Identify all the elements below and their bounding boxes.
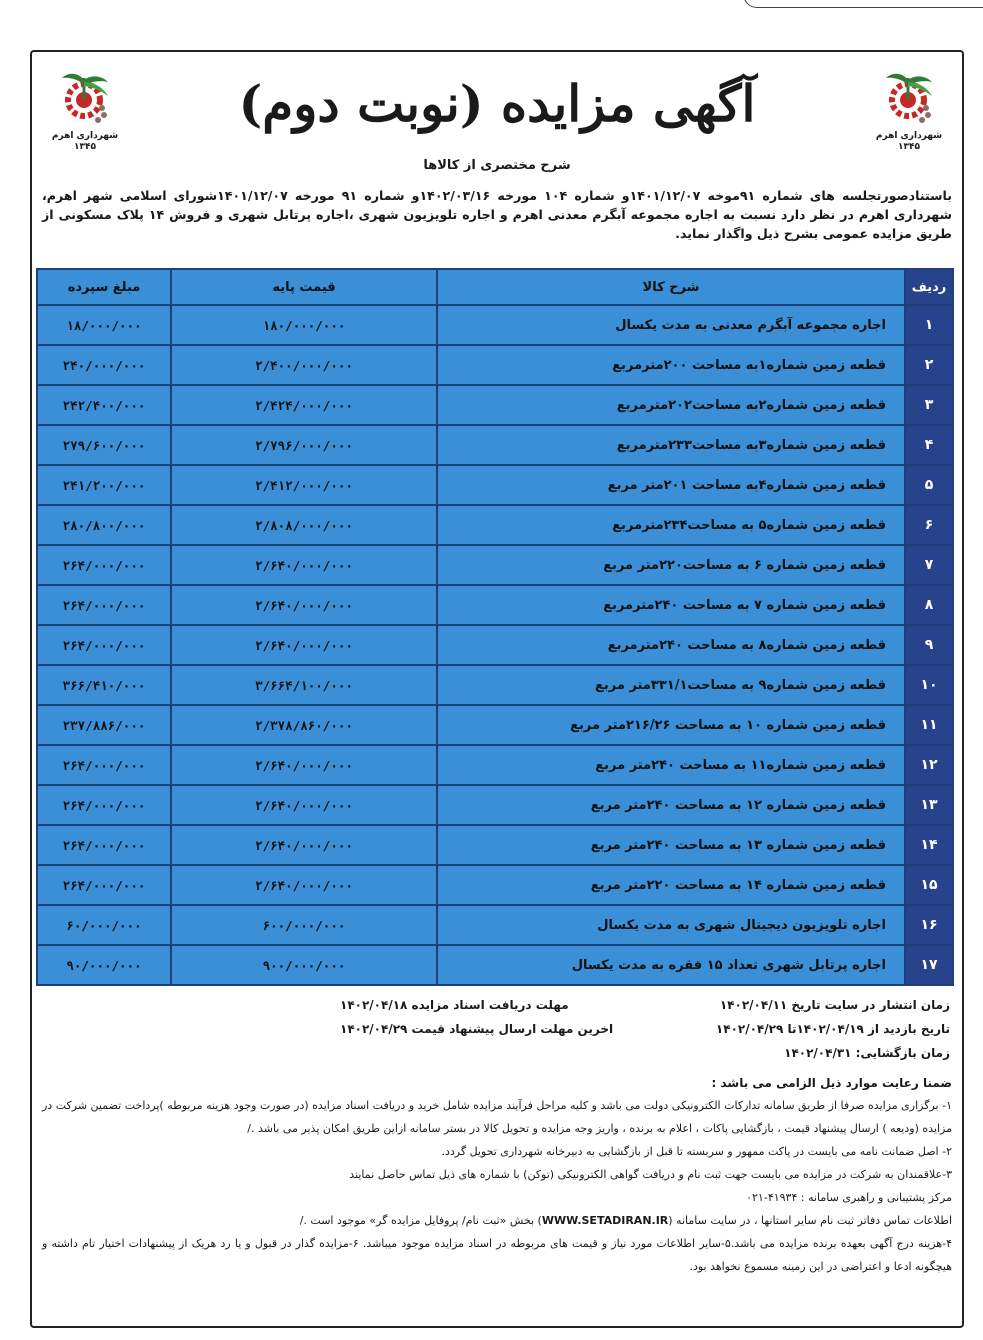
deposit-amount: ۲۴۲/۴۰۰/۰۰۰: [37, 385, 171, 425]
condition-3: ۳-علاقمندان به شرکت در مزایده می بایست جهت ثبت نام و دریافت گواهی الکترونیکی (توکن) با شماره های ذیل تماس حاصل نمایند: [349, 1168, 952, 1181]
row-number: ۱۶: [905, 905, 953, 945]
logo-caption: شهرداری اهرم: [875, 131, 943, 141]
table-row: [37, 745, 953, 785]
item-description: قطعه زمین شماره ۱۲ به مساحت ۲۴۰متر مربع: [437, 785, 905, 825]
deposit-amount: ۲۶۴/۰۰۰/۰۰۰: [37, 625, 171, 665]
base-price: ۲/۷۹۶/۰۰۰/۰۰۰: [171, 425, 437, 465]
row-number: ۴: [905, 425, 953, 465]
condition-2: ۲- اصل ضمانت نامه می بایست در پاکت ممهور و سربسته تا قبل از بازگشایی به دبیرخانه شهرداری تحویل گردد.: [441, 1145, 952, 1158]
header-description: شرح کالا: [437, 269, 905, 305]
conditions-section: [40, 1072, 954, 1278]
item-description: قطعه زمین شماره۸ به مساحت ۲۴۰مترمربع: [437, 625, 905, 665]
logo-caption: شهرداری اهرم: [51, 131, 119, 141]
condition-1: ۱- برگزاری مزایده صرفا از طریق سامانه تدارکات الکترونیکی دولت می باشد و کلیه مراحل فرآیند مزایده شامل خرید و دریافت اسناد مزایده (در صورت وجود هزینه مربوطه )پرداخت تضمین شرکت در مزایده (ودیعه ) ارسال پیشنهاد قیمت ، بازگشایی پاکات ، اعلام به برنده ، واریز وجه مزایده و تحویل کالا در بستر سامانه ازاین طریق امکان پذیر می باشد ./: [42, 1099, 952, 1135]
auction-notice: [30, 50, 964, 1328]
base-price: ۲/۶۴۰/۰۰۰/۰۰۰: [171, 865, 437, 905]
base-price: ۳/۶۶۴/۱۰۰/۰۰۰: [171, 665, 437, 705]
row-number: ۵: [905, 465, 953, 505]
table-row: [37, 425, 953, 465]
base-price: ۶۰۰/۰۰۰/۰۰۰: [171, 905, 437, 945]
intro-paragraph: باستنادصورتجلسه های شماره ۹۱موخه ۱۴۰۱/۱۲/۰۷و شماره ۱۰۴ مورخه ۱۴۰۲/۰۳/۱۶و شماره ۹۱ مورخه ۱۴۰۱/۱۲/۰۷شورای اسلامی شهر اهرم، شهرداری اهرم در نظر دارد نسبت به اجاره مجموعه آبگرم معدنی اهرم و اجاره تلویزیون شهری ،اجاره پرتابل شهری و فروش ۱۴ پلاک مسکونی از طریق مزایده عمومی بشرح ذیل واگذار نماید.: [42, 188, 952, 241]
municipality-emblem-icon: [878, 68, 940, 130]
condition-4-6: ۴-هزینه درج آگهی بعهده برنده مزایده می باشد.۵-سایر اطلاعات مورد نیاز و قیمت های مربوطه در اسناد مزایده موجود میباشد. ۶-مزایده گذار در قبول و یا رد هریک از پیشنهادات اختیار تام داشته و هیچگونه ادعا و اعتراضی در این زمینه مسموع نخواهد بود.: [42, 1237, 953, 1273]
deposit-amount: ۲۳۷/۸۸۶/۰۰۰: [37, 705, 171, 745]
row-number: ۳: [905, 385, 953, 425]
row-number: ۱۳: [905, 785, 953, 825]
contact-text-before: اطلاعات تماس دفاتر ثبت نام سایر استانها ، در سایت سامانه (: [668, 1214, 952, 1227]
table-row: [37, 665, 953, 705]
deposit-amount: ۳۶۶/۴۱۰/۰۰۰: [37, 665, 171, 705]
offer-deadline: اخرین مهلت ارسال پیشنهاد قیمت ۱۴۰۲/۰۴/۲۹: [340, 1022, 614, 1036]
deposit-amount: ۶۰/۰۰۰/۰۰۰: [37, 905, 171, 945]
website-link[interactable]: WWW.SETADIRAN.IR: [541, 1214, 669, 1227]
logo-year: ۱۳۴۵: [898, 142, 920, 152]
header-row-number: ردیف: [905, 269, 953, 305]
base-price: ۹۰۰/۰۰۰/۰۰۰: [171, 945, 437, 985]
item-description: اجاره مجموعه آبگرم معدنی به مدت یکسال: [437, 305, 905, 345]
notice-header: [40, 52, 954, 182]
base-price: ۲/۳۷۸/۸۶۰/۰۰۰: [171, 705, 437, 745]
items-table: [36, 268, 954, 986]
item-description: قطعه زمین شماره۵ به مساحت۲۳۴مترمربع: [437, 505, 905, 545]
deposit-amount: ۲۸۰/۸۰۰/۰۰۰: [37, 505, 171, 545]
deposit-amount: ۲۶۴/۰۰۰/۰۰۰: [37, 545, 171, 585]
row-number: ۲: [905, 345, 953, 385]
header-deposit: مبلغ سپرده: [37, 269, 171, 305]
schedule-info: [40, 994, 954, 1072]
table-row: [37, 585, 953, 625]
visit-dates: تاریخ بازدید از ۱۴۰۲/۰۴/۱۹تا ۱۴۰۲/۰۴/۲۹: [715, 1022, 950, 1036]
row-number: ۹: [905, 625, 953, 665]
item-description: قطعه زمین شماره۱به مساحت ۲۰۰مترمربع: [437, 345, 905, 385]
deposit-amount: ۲۶۴/۰۰۰/۰۰۰: [37, 585, 171, 625]
table-row: [37, 705, 953, 745]
row-number: ۱: [905, 305, 953, 345]
base-price: ۲/۶۴۰/۰۰۰/۰۰۰: [171, 585, 437, 625]
table-row: [37, 945, 953, 985]
table-row: [37, 505, 953, 545]
item-description: قطعه زمین شماره ۶ به مساحت۲۲۰متر مربع: [437, 545, 905, 585]
base-price: ۲/۴۰۰/۰۰۰/۰۰۰: [171, 345, 437, 385]
deposit-amount: ۲۴۰/۰۰۰/۰۰۰: [37, 345, 171, 385]
base-price: ۲/۶۴۰/۰۰۰/۰۰۰: [171, 625, 437, 665]
table-row: [37, 865, 953, 905]
table-row: [37, 825, 953, 865]
item-description: قطعه زمین شماره۲به مساحت۲۰۲مترمربع: [437, 385, 905, 425]
deposit-amount: ۲۷۹/۶۰۰/۰۰۰: [37, 425, 171, 465]
header-base-price: قیمت پایه: [171, 269, 437, 305]
deposit-amount: ۲۶۴/۰۰۰/۰۰۰: [37, 785, 171, 825]
item-description: اجاره تلویزیون دیجیتال شهری به مدت یکسال: [437, 905, 905, 945]
row-number: ۱۴: [905, 825, 953, 865]
deposit-amount: ۲۶۴/۰۰۰/۰۰۰: [37, 865, 171, 905]
row-number: ۱۱: [905, 705, 953, 745]
row-number: ۱۷: [905, 945, 953, 985]
publish-date: زمان انتشار در سایت تاریخ ۱۴۰۲/۰۴/۱۱: [719, 998, 950, 1012]
base-price: ۲/۶۴۰/۰۰۰/۰۰۰: [171, 785, 437, 825]
row-number: ۸: [905, 585, 953, 625]
support-center: مرکز پشتیبانی و راهبری سامانه : ۴۱۹۳۴-۰۲۱: [746, 1191, 952, 1204]
row-number: ۱۵: [905, 865, 953, 905]
table-row: [37, 305, 953, 345]
item-description: قطعه زمین شماره۴به مساحت ۲۰۱متر مربع: [437, 465, 905, 505]
item-description: قطعه زمین شماره۹ به مساحت۳۳۱/۱متر مربع: [437, 665, 905, 705]
base-price: ۲/۸۰۸/۰۰۰/۰۰۰: [171, 505, 437, 545]
contact-text-after: ) بخش «ثبت نام/ پروفایل مزایده گر» موجود است ./: [299, 1214, 542, 1227]
logo-year: ۱۳۴۵: [74, 142, 96, 152]
deposit-amount: ۲۶۴/۰۰۰/۰۰۰: [37, 825, 171, 865]
item-description: قطعه زمین شماره۳به مساحت۲۳۳مترمربع: [437, 425, 905, 465]
base-price: ۲/۶۴۰/۰۰۰/۰۰۰: [171, 545, 437, 585]
row-number: ۶: [905, 505, 953, 545]
docs-deadline: مهلت دریافت اسناد مزایده ۱۴۰۲/۰۴/۱۸: [340, 998, 569, 1012]
table-row: [37, 625, 953, 665]
table-row: [37, 465, 953, 505]
item-description: قطعه زمین شماره ۱۴ به مساحت ۲۲۰متر مربع: [437, 865, 905, 905]
row-number: ۷: [905, 545, 953, 585]
table-row: [37, 785, 953, 825]
municipality-logo-right: [868, 68, 950, 153]
page-subtitle: شرح مختصری از کالاها: [423, 158, 571, 173]
item-description: اجاره پرتابل شهری تعداد ۱۵ فقره به مدت یکسال: [437, 945, 905, 985]
row-number: ۱۲: [905, 745, 953, 785]
opening-date: زمان بازگشایی: ۱۴۰۲/۰۴/۳۱: [784, 1046, 950, 1060]
base-price: ۲/۴۲۴/۰۰۰/۰۰۰: [171, 385, 437, 425]
base-price: ۲/۴۱۲/۰۰۰/۰۰۰: [171, 465, 437, 505]
row-number: ۱۰: [905, 665, 953, 705]
municipality-emblem-icon: [54, 68, 116, 130]
municipality-logo-left: [44, 68, 126, 153]
deposit-amount: ۱۸/۰۰۰/۰۰۰: [37, 305, 171, 345]
page-corner-decoration: [743, 0, 983, 8]
page-title: آگهی مزایده (نوبت دوم): [238, 74, 756, 133]
table-row: [37, 385, 953, 425]
item-description: قطعه زمین شماره ۱۳ به مساحت ۲۴۰متر مربع: [437, 825, 905, 865]
deposit-amount: ۲۶۴/۰۰۰/۰۰۰: [37, 745, 171, 785]
deposit-amount: ۹۰/۰۰۰/۰۰۰: [37, 945, 171, 985]
base-price: ۱۸۰/۰۰۰/۰۰۰: [171, 305, 437, 345]
base-price: ۲/۶۴۰/۰۰۰/۰۰۰: [171, 825, 437, 865]
table-header-row: [37, 269, 953, 305]
item-description: قطعه زمین شماره۱۱ به مساحت ۲۴۰متر مربع: [437, 745, 905, 785]
table-row: [37, 545, 953, 585]
table-row: [37, 345, 953, 385]
table-row: [37, 905, 953, 945]
base-price: ۲/۶۴۰/۰۰۰/۰۰۰: [171, 745, 437, 785]
item-description: قطعه زمین شماره ۷ به مساحت ۲۴۰مترمربع: [437, 585, 905, 625]
conditions-heading: ضمنا رعایت موارد ذیل الزامی می باشد :: [711, 1076, 952, 1090]
contact-info: [42, 1209, 952, 1232]
item-description: قطعه زمین شماره ۱۰ به مساحت ۲۱۶/۲۶متر مربع: [437, 705, 905, 745]
deposit-amount: ۲۴۱/۲۰۰/۰۰۰: [37, 465, 171, 505]
